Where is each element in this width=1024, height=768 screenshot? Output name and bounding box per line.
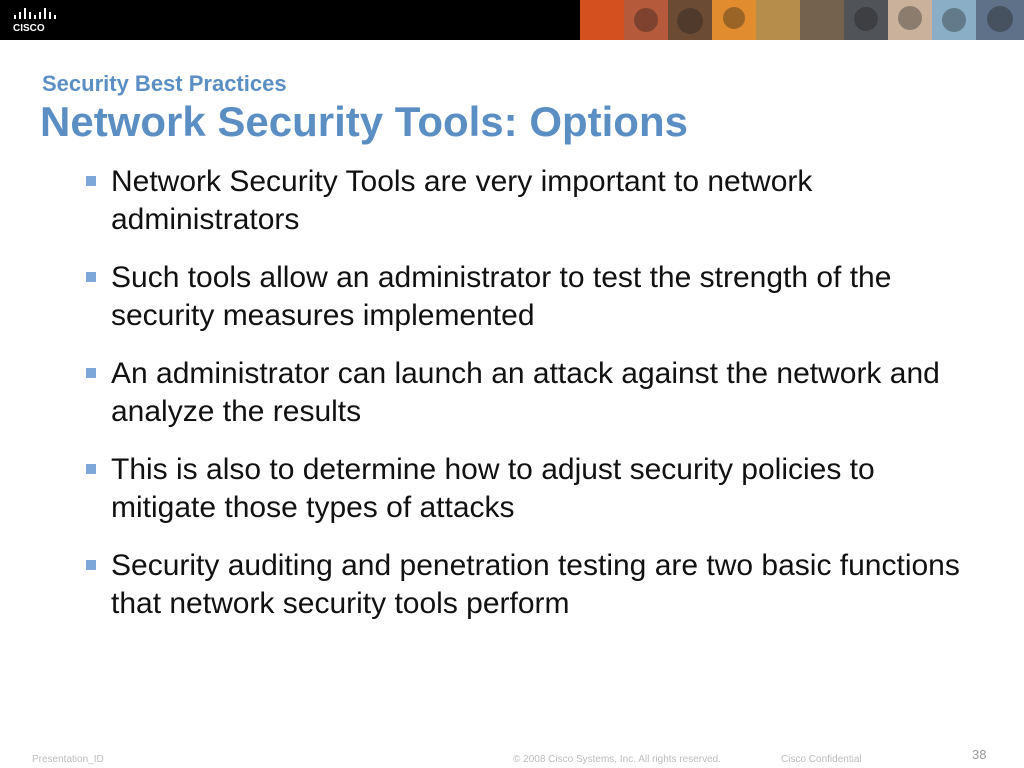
- bullet-item: [86, 355, 966, 431]
- slide-title: Network Security Tools: Options: [40, 98, 688, 145]
- bullet-square-icon: [86, 368, 96, 378]
- bullet-item: [86, 451, 966, 527]
- slide-subtitle: Security Best Practices: [42, 71, 287, 96]
- footer-presentation-id: Presentation_ID: [32, 754, 104, 765]
- bullet-text: An administrator can launch an attack against the network and analyze the results: [111, 357, 940, 428]
- bullet-square-icon: [86, 272, 96, 282]
- bullet-item: [86, 163, 966, 239]
- footer-copyright: © 2008 Cisco Systems, Inc. All rights reserved.: [513, 754, 722, 765]
- bullet-square-icon: [86, 560, 96, 570]
- bullet-text: This is also to determine how to adjust security policies to mitigate those types of attacks: [111, 453, 875, 524]
- bullet-text: Security auditing and penetration testing are two basic functions that network security tools perform: [111, 549, 960, 620]
- header-bar: [0, 0, 1024, 40]
- bullet-item: [86, 547, 966, 623]
- bullet-text: Such tools allow an administrator to test the strength of the security measures implemented: [111, 261, 892, 332]
- bullet-list: [86, 163, 966, 643]
- page-number: 38: [972, 747, 987, 762]
- header-photo-strip: [580, 0, 1024, 40]
- bullet-item: [86, 259, 966, 335]
- bullet-text: Network Security Tools are very important to network administrators: [111, 165, 813, 236]
- bullet-square-icon: [86, 464, 96, 474]
- svg-text:CISCO: CISCO: [13, 23, 45, 34]
- cisco-logo: [12, 6, 62, 34]
- bullet-square-icon: [86, 176, 96, 186]
- footer-confidential: Cisco Confidential: [781, 754, 862, 765]
